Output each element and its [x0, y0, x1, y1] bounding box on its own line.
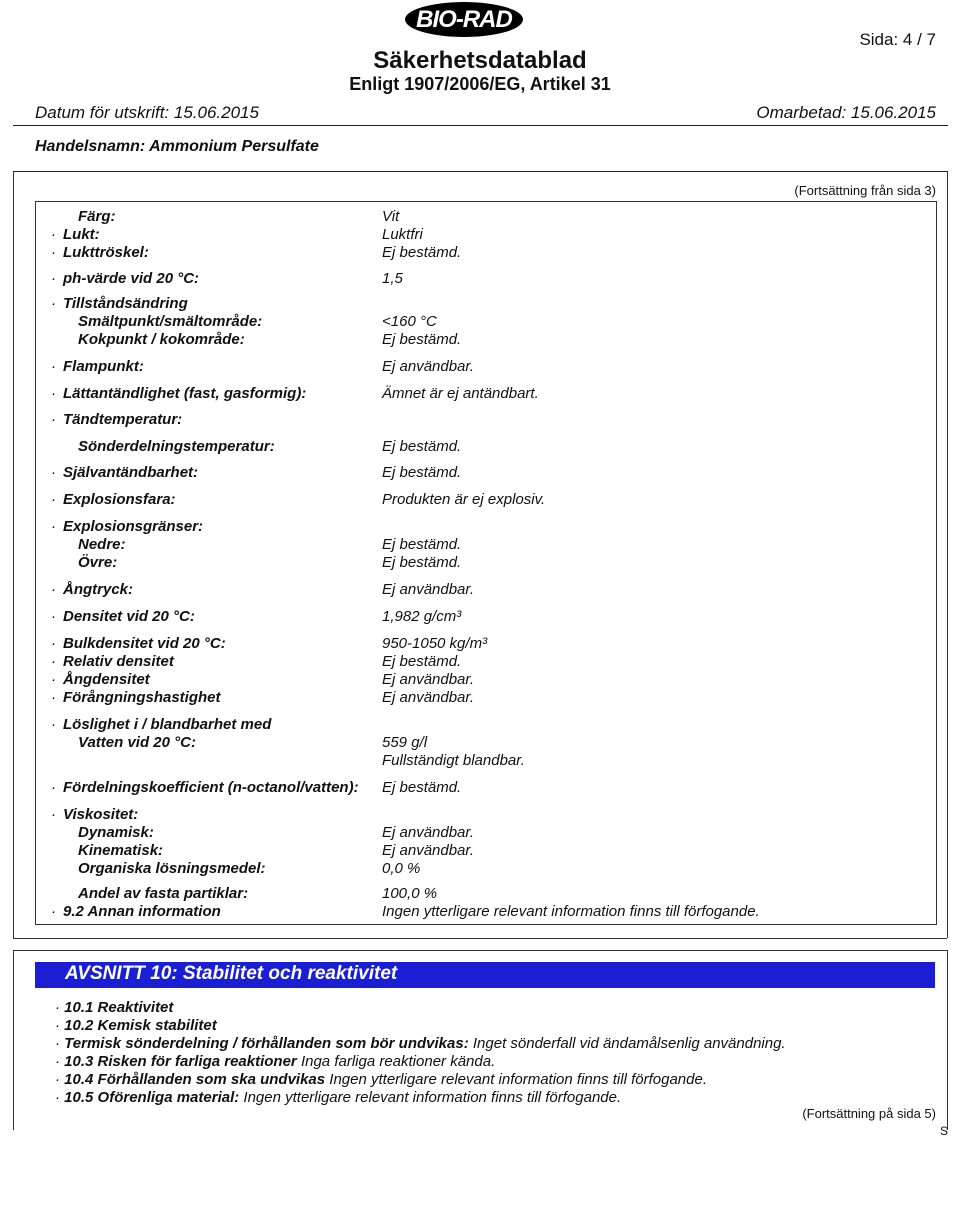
section10-item-text: Inga farliga reaktioner kända.	[300, 1053, 496, 1070]
property-value: Ej användbar.	[382, 671, 475, 688]
property-label: Relativ densitet	[63, 653, 174, 670]
property-value: Ej bestämd.	[382, 438, 462, 455]
bullet-dot: ·	[51, 635, 56, 652]
bullet-dot: ·	[51, 295, 56, 312]
section10-heading-bar	[35, 962, 935, 988]
box-bottom-border	[13, 938, 947, 939]
trade-name: Handelsnamn: Ammonium Persulfate	[35, 138, 319, 155]
property-label: Kinematisk:	[78, 842, 164, 859]
section10-item-text: Ingen ytterligare relevant information finns till förfogande.	[329, 1071, 707, 1088]
property-label: Lukt:	[63, 226, 100, 243]
property-value: Ej bestämd.	[382, 554, 462, 571]
bullet-dot: ·	[55, 999, 65, 1016]
bullet-dot: ·	[55, 1035, 65, 1052]
section10-item-label: 10.4 Förhållanden som ska undvikas	[64, 1071, 326, 1088]
bullet-dot: ·	[51, 689, 56, 706]
property-label: Nedre:	[78, 536, 126, 553]
bullet-dot: ·	[51, 806, 56, 823]
bullet-dot: ·	[51, 226, 56, 243]
section10-item-label: 10.2 Kemisk stabilitet	[64, 1017, 217, 1034]
bullet-dot: ·	[51, 244, 56, 261]
section10-right-border	[947, 950, 948, 1130]
property-label: Flampunkt:	[63, 358, 144, 375]
document-title: Säkerhetsdatablad	[373, 47, 587, 74]
section10-heading: AVSNITT 10: Stabilitet och reaktivitet	[65, 963, 398, 984]
property-label: Tillståndsändring	[63, 295, 188, 312]
bullet-dot: ·	[55, 1053, 65, 1070]
section10-item-text: Ingen ytterligare relevant information finns till förfogande.	[243, 1089, 622, 1106]
bullet-dot: ·	[51, 903, 56, 920]
bullet-dot: ·	[51, 779, 56, 796]
bullet-dot: ·	[51, 411, 56, 428]
bullet-dot: ·	[51, 608, 56, 625]
property-label: ph-värde vid 20 °C:	[63, 270, 200, 287]
property-value: Ej bestämd.	[382, 536, 462, 553]
bullet-dot: ·	[55, 1017, 65, 1034]
section10-item-label: 10.1 Reaktivitet	[64, 999, 174, 1016]
document-subtitle: Enligt 1907/2006/EG, Artikel 31	[349, 74, 611, 94]
bullet-dot: ·	[51, 270, 56, 287]
property-value: 1,5	[382, 270, 403, 287]
bullet-dot: ·	[55, 1089, 65, 1106]
property-value: Ej användbar.	[382, 842, 475, 859]
property-label: Explosionsfara:	[63, 491, 176, 508]
bullet-dot: ·	[51, 358, 56, 375]
property-value: Ej bestämd.	[382, 653, 462, 670]
property-label: Vatten vid 20 °C:	[78, 734, 196, 751]
property-label: Organiska lösningsmedel:	[78, 860, 266, 877]
property-value: Ej bestämd.	[382, 779, 462, 796]
property-label: Övre:	[78, 554, 118, 571]
left-border	[13, 172, 14, 938]
property-value: 559 g/l	[382, 734, 428, 751]
property-value: Ej användbar.	[382, 581, 475, 598]
property-label: 9.2 Annan information	[63, 903, 221, 920]
property-label: Densitet vid 20 °C:	[63, 608, 195, 625]
print-date: Datum för utskrift: 15.06.2015	[35, 103, 259, 122]
property-label: Explosionsgränser:	[63, 518, 204, 535]
property-value: 950-1050 kg/m³	[382, 635, 488, 652]
property-label: Löslighet i / blandbarhet med	[63, 716, 272, 733]
property-label: Färg:	[78, 208, 116, 225]
property-label: Ångtryck:	[63, 581, 134, 598]
section10-item	[55, 999, 173, 1017]
property-value: Ej bestämd.	[382, 244, 462, 261]
property-value: 100,0 %	[382, 885, 438, 902]
section10-item-label: 10.3 Risken för farliga reaktioner	[64, 1053, 297, 1070]
property-label: Förångningshastighet	[63, 689, 221, 706]
bullet-dot: ·	[51, 385, 56, 402]
property-value: 0,0 %	[382, 860, 421, 877]
bullet-dot: ·	[51, 671, 56, 688]
continued-to-note: (Fortsättning på sida 5)	[802, 1106, 936, 1121]
property-value: Luktfri	[382, 226, 423, 243]
property-label: Självantändbarhet:	[63, 464, 199, 481]
section10-item-label: 10.5 Oförenliga material:	[64, 1089, 240, 1106]
section10-item	[55, 1035, 786, 1053]
property-label: Sönderdelningstemperatur:	[78, 438, 275, 455]
property-label: Smältpunkt/smältområde:	[78, 313, 263, 330]
property-label: Bulkdensitet vid 20 °C:	[63, 635, 226, 652]
section10-item-label: Termisk sönderdelning / förhållanden som bör undvikas:	[64, 1035, 469, 1052]
revision-date: Omarbetad: 15.06.2015	[756, 103, 936, 122]
continued-from-note: (Fortsättning från sida 3)	[794, 183, 936, 198]
property-value: Ej bestämd.	[382, 464, 462, 481]
property-label: Kokpunkt / kokområde:	[78, 331, 245, 348]
bullet-dot: ·	[51, 653, 56, 670]
bullet-dot: ·	[51, 491, 56, 508]
property-value: <160 °C	[382, 313, 437, 330]
property-value: Fullständigt blandbar.	[382, 752, 525, 769]
section10-item	[55, 1071, 707, 1089]
property-label: Andel av fasta partiklar:	[78, 885, 249, 902]
section10-item	[55, 1089, 621, 1107]
bio-rad-logo: BIO-RAD	[405, 2, 523, 37]
bullet-dot: ·	[51, 518, 56, 535]
section10-item-text: Inget sönderfall vid ändamålsenlig användning.	[472, 1035, 786, 1052]
property-label: Viskositet:	[63, 806, 139, 823]
property-label: Lättantändlighet (fast, gasformig):	[63, 385, 307, 402]
property-label: Fördelningskoefficient (n-octanol/vatten):	[63, 779, 359, 796]
section10-top-border	[13, 950, 947, 951]
property-value: Ej användbar.	[382, 358, 475, 375]
page-number: Sida: 4 / 7	[859, 30, 936, 49]
property-value: Ej bestämd.	[382, 331, 462, 348]
property-value: Ämnet är ej antändbart.	[382, 385, 539, 402]
property-value: 1,982 g/cm³	[382, 608, 462, 625]
property-label: Lukttröskel:	[63, 244, 149, 261]
trade-divider	[13, 171, 948, 172]
bullet-dot: ·	[55, 1071, 65, 1088]
section10-item	[55, 1053, 495, 1071]
bullet-dot: ·	[51, 716, 56, 733]
section10-left-border	[13, 950, 14, 1130]
property-value: Ej användbar.	[382, 824, 475, 841]
bullet-dot: ·	[51, 464, 56, 481]
property-value: Ej användbar.	[382, 689, 475, 706]
bullet-dot: ·	[51, 581, 56, 598]
header-divider	[13, 125, 948, 126]
property-label: Dynamisk:	[78, 824, 154, 841]
footer-mark: S	[939, 1124, 948, 1138]
property-label: Ångdensitet	[63, 671, 150, 688]
property-value: Produkten är ej explosiv.	[382, 491, 546, 508]
right-border	[947, 172, 948, 938]
property-label: Tändtemperatur:	[63, 411, 183, 428]
section10-item	[55, 1017, 217, 1035]
property-value: Ingen ytterligare relevant information finns till förfogande.	[382, 903, 760, 920]
property-value: Vit	[382, 208, 400, 225]
